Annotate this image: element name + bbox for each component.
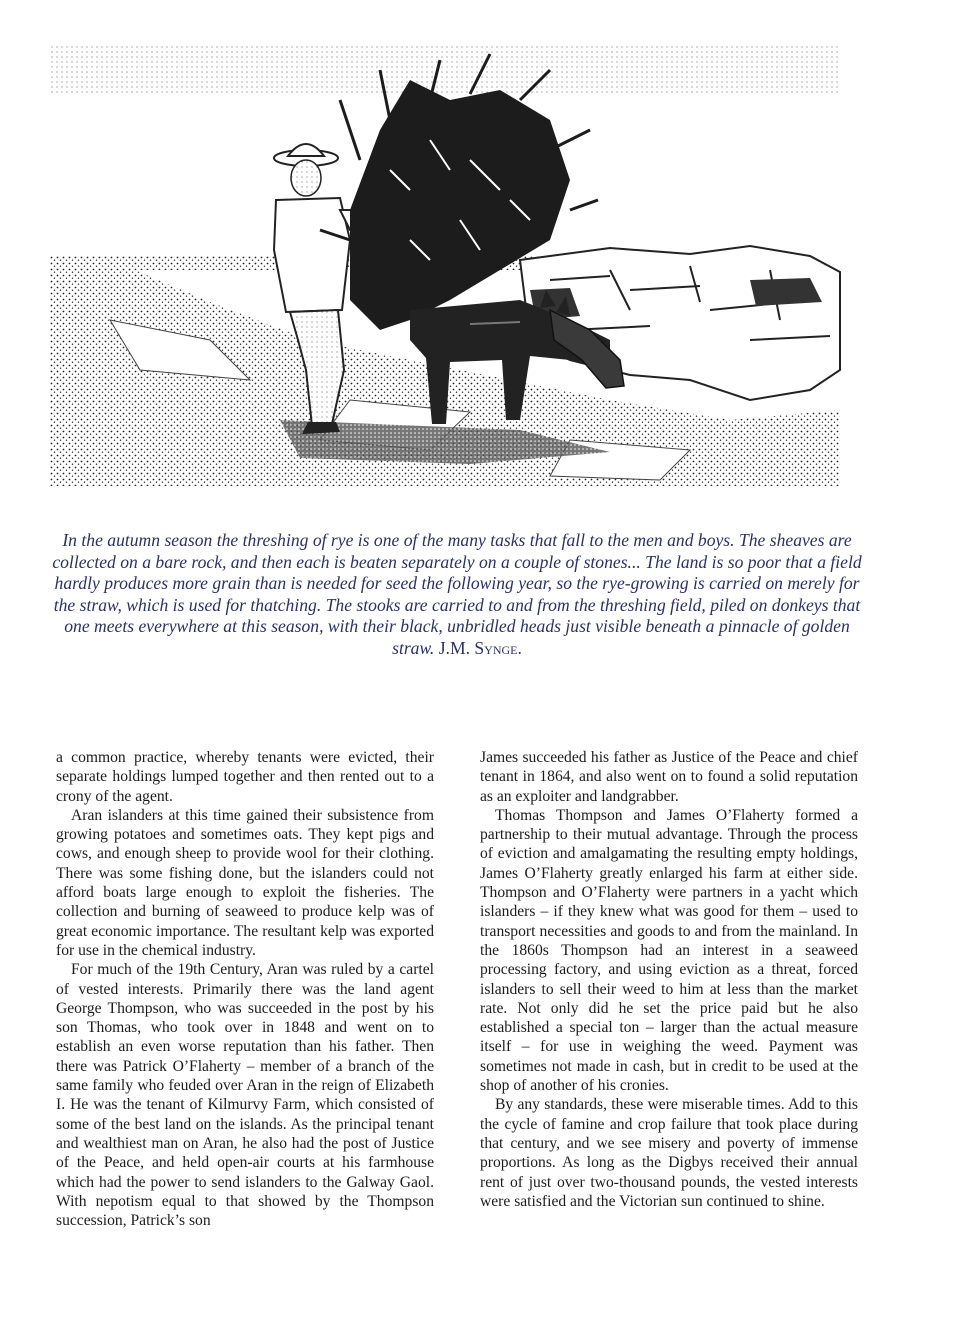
body-paragraph: a common practice, whereby tenants were evicted, their separate holdings lumped together and then rented out to a crony of the agent. — [56, 749, 434, 805]
body-column-left — [56, 748, 434, 1230]
body-paragraph: For much of the 19th Century, Aran was ruled by a cartel of vested interests. Primarily there was the land agent George Thompson, who was succeeded in the post by his son Thomas, who took over in 1848 and went on to establish an even worse reputation than his father. Then there was Patrick O’Flaherty – member of a branch of the same family who feuded over Aran in the reign of Elizabeth I. He was the tenant of Kilmurvy Farm, which consisted of some of the best land on the islands. As the principal tenant and wealthiest man on Aran, he also had the post of Justice of the Peace, and held open-air courts at his farmhouse which had the power to send islanders to the Galway Gaol. With nepotism equal to that showed by the Thompson succession, Patrick’s son — [56, 961, 434, 1230]
rye-threshing-illustration — [50, 40, 850, 492]
body-paragraph: Thomas Thompson and James O’Flaherty formed a partnership to their mutual advantage. Through the process of eviction and amalgamating the resulting empty holdings, James O’Flaherty greatly enlarged his farm at either side. Thompson and O’Flaherty were partners in a yacht which islanders – if they knew what was good for them – used to transport necessities and goods to and from the mainland. In the 1860s Thompson had an interest in a seaweed processing factory, and using eviction as a threat, forced islanders to sell their weed to him at less than the market rate. Not only did he set the price paid but he also established a special ton – larger than the actual measure itself – for use in weighing the weed. Payment was sometimes not made in cash, but in credit to be used at the shop of another of his cronies. — [480, 806, 858, 1095]
caption-quote: In the autumn season the threshing of rye is one of the many tasks that fall to the men and boys. The sheaves are collected on a bare rock, and then each is beaten separately on a couple of stones... The land is so poor that a field hardly produces more grain than is needed for seed the following year, so the rye-growing is carried on merely for the straw, which is used for thatching. The stooks are carried to and from the threshing field, piled on donkeys that one meets everywhere at this season, with their black, unbridled heads just visible beneath a pinnacle of golden straw. — [52, 530, 862, 658]
body-paragraph: James succeeded his father as Justice of the Peace and chief tenant in 1864, and also went on to found a solid reputation as an exploiter and landgrabber. — [480, 749, 858, 805]
illustration-caption — [52, 530, 862, 660]
body-column-right — [480, 748, 858, 1211]
body-paragraph: Aran islanders at this time gained their subsistence from growing potatoes and sometimes oats. They kept pigs and cows, and enough sheep to provide wool for their clothing. There was some fishing done, but the islanders could not afford boats large enough to exploit the fisheries. The collection and burning of seaweed to produce kelp was of great economic importance. The resultant kelp was exported for use in the chemical industry. — [56, 806, 434, 959]
caption-attribution: J.M. Synge. — [438, 637, 522, 658]
sky-stipple — [50, 46, 840, 94]
body-paragraph: By any standards, these were miserable times. Add to this the cycle of famine and crop failure that took place during that century, and we see misery and poverty of immense proportions. As long as the Digbys received their annual rent of just over two-thousand pounds, the vested interests were satisfied and the Victorian sun continued to shine. — [480, 1096, 858, 1210]
